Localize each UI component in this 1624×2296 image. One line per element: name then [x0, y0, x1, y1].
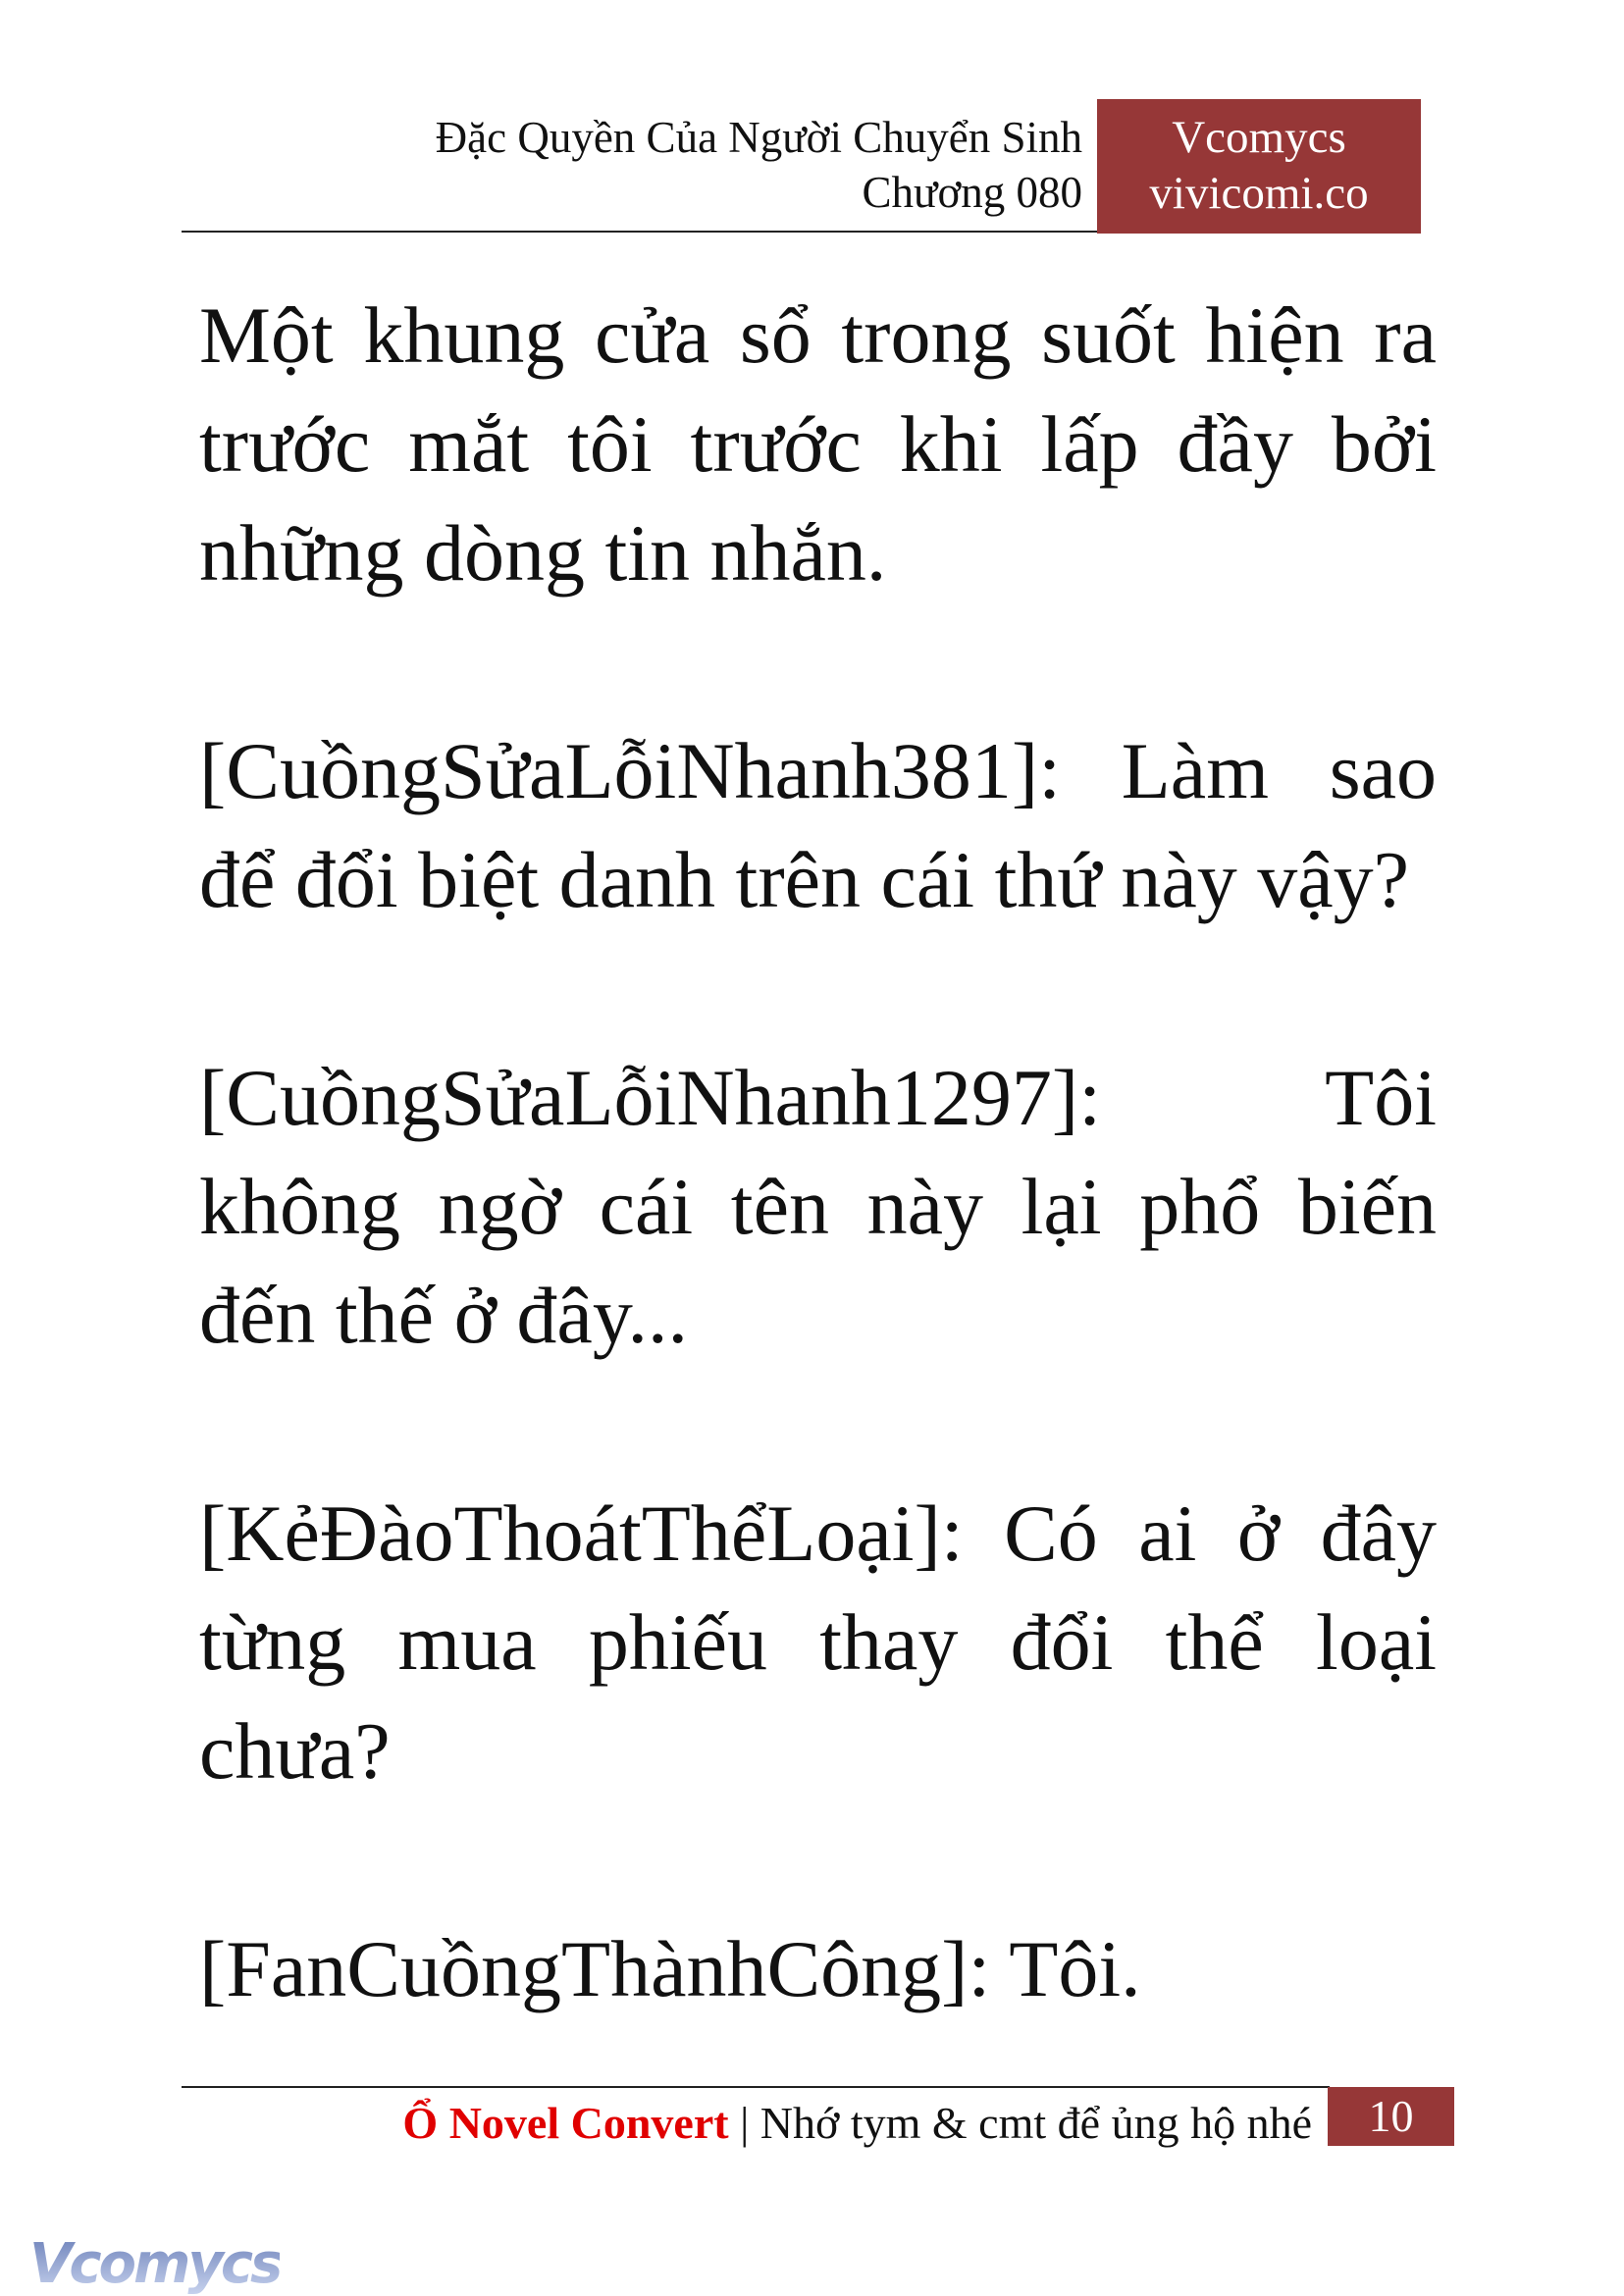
brand-site: vivicomi.co: [1149, 168, 1369, 219]
paragraph: Một khung cửa sổ trong suốt hiện ra trước mắt tôi trước khi lấp đầy bởi những dòng tin nhắn.: [199, 290, 1437, 598]
paragraph: [KẻĐàoThoátThểLoại]: Có ai ở đây từng mua phiếu thay đổi thể loại chưa?: [199, 1488, 1437, 1796]
paragraph: [FanCuồngThànhCông]: Tôi.: [199, 1924, 1141, 2013]
paragraph: [CuồngSửaLỗiNhanh381]: Làm sao để đổi biệt danh trên cái thứ này vậy?: [199, 726, 1437, 924]
header-title: [182, 110, 1082, 220]
brand-name: Vcomycs: [1172, 112, 1346, 163]
footer-text: [182, 2096, 1312, 2151]
footer-brand: Ổ Novel Convert: [402, 2098, 729, 2148]
book-title: Đặc Quyền Của Người Chuyển Sinh: [435, 113, 1082, 162]
footer-divider: [182, 2086, 1330, 2088]
watermark-logo: Vcomycs: [29, 2232, 281, 2296]
footer-separator: |: [740, 2098, 750, 2148]
brand-box: [1097, 99, 1421, 234]
chapter-label: Chương 080: [862, 168, 1082, 217]
page-number: 10: [1328, 2087, 1454, 2146]
paragraph: [CuồngSửaLỗiNhanh1297]: Tôi không ngờ cái tên này lại phổ biến đến thế ở đây...: [199, 1053, 1437, 1360]
footer-message: Nhớ tym & cmt để ủng hộ nhé: [760, 2098, 1312, 2148]
header-divider: [182, 231, 1099, 233]
chapter-content: [199, 281, 1437, 2132]
